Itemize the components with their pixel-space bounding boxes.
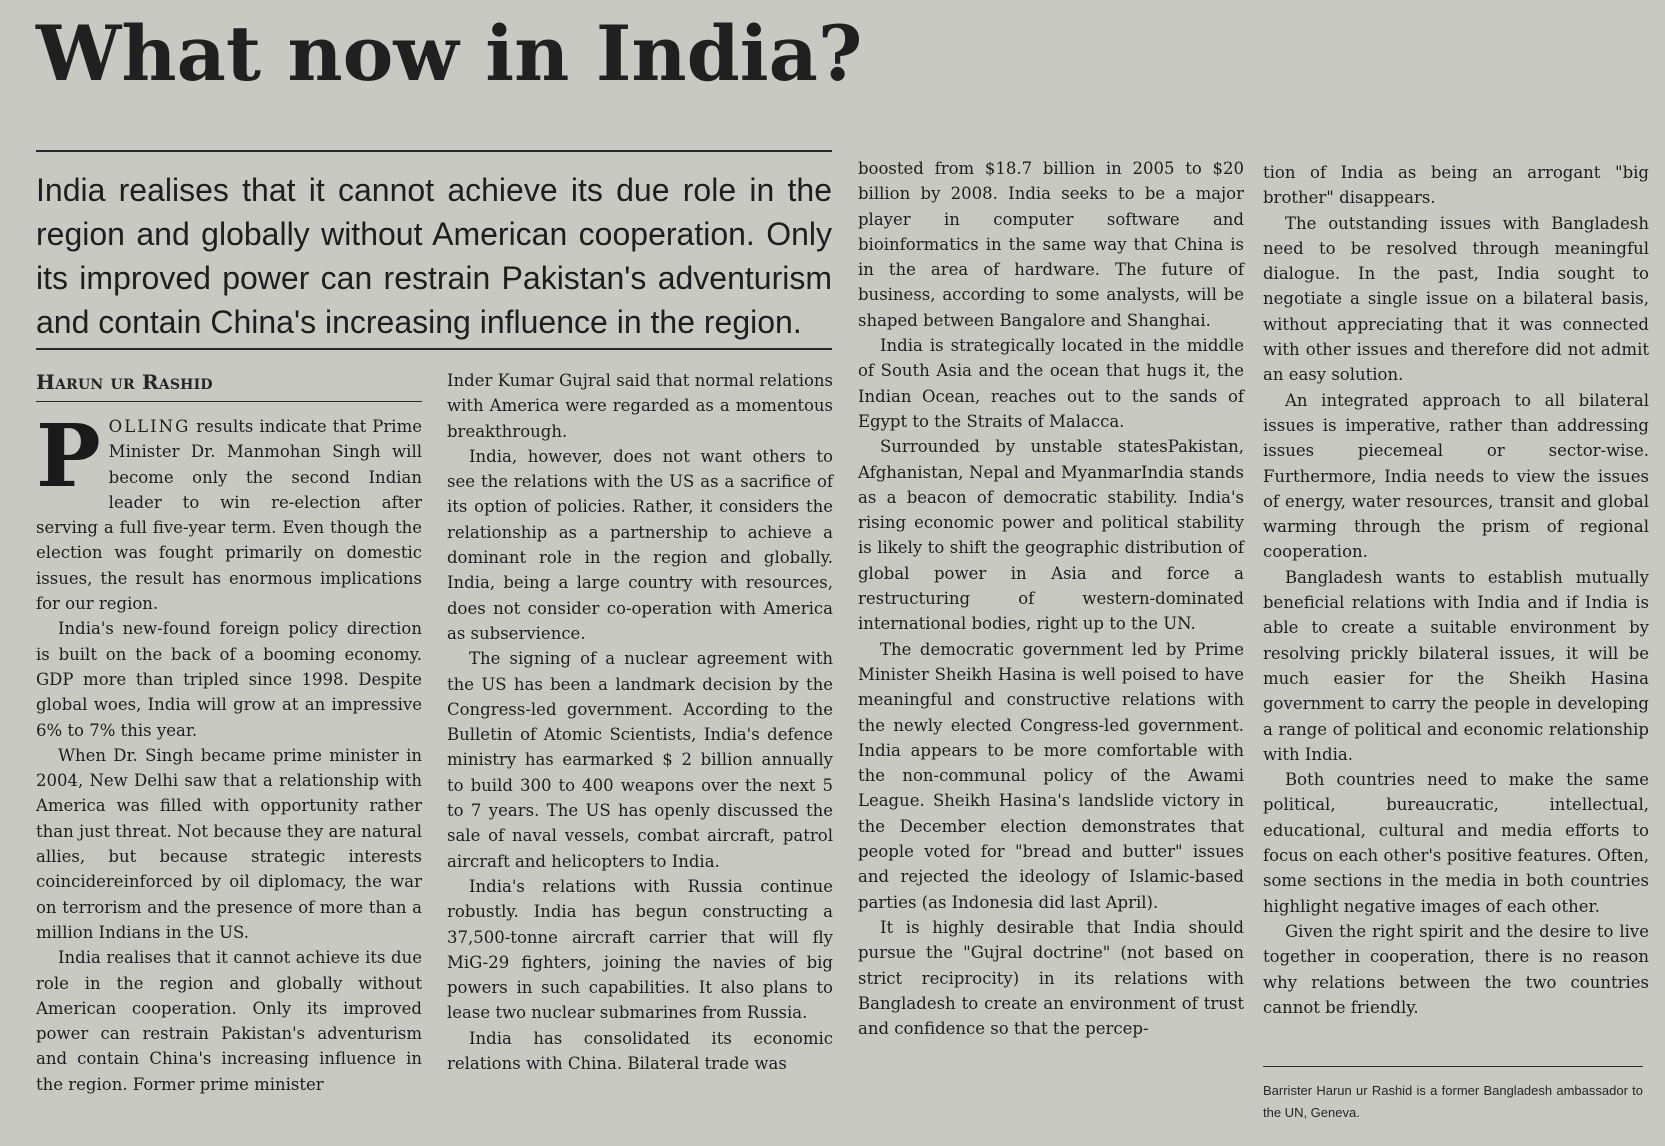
article-deck: India realises that it cannot achieve its due role in the region and globally without American cooperation. Only its improved power can restrain Pakistan's adventurism and contain China's increasing influence in the region. bbox=[36, 172, 832, 340]
article-column-1 bbox=[36, 406, 422, 1097]
paragraph: India's relations with Russia continue robustly. India has begun constructing a 37,500-tonne aircraft carrier that will fly MiG-29 fighters, joining the navies of big powers in such capabilities. It also plans to lease two nuclear submarines from Russia. bbox=[447, 876, 833, 1023]
article-column-2 bbox=[447, 368, 833, 1076]
article-column-3 bbox=[858, 156, 1244, 1041]
paragraph: Given the right spirit and the desire to live together in cooperation, there is no reason why relations between the two countries cannot be friendly. bbox=[1263, 921, 1649, 1017]
paragraph: Inder Kumar Gujral said that normal relations with America were regarded as a momentous breakthrough. bbox=[447, 371, 833, 441]
paragraph: Both countries need to make the same political, bureaucratic, intellectual, educational, cultural and media efforts to focus on each other's positive features. Often, some sections in the media in both countries highlight negative images of each other. bbox=[1263, 770, 1649, 916]
paragraph: India's new-found foreign policy direction is built on the back of a booming economy. GDP more than tripled since 1998. Despite global woes, India will grow at an impressive 6% to 7% this year. bbox=[36, 619, 422, 740]
paragraph: India, however, does not want others to see the relations with the US as a sacrifice of its option of policies. Rather, it considers the relationship as a partnership to achieve a dominant role in the region and globally. India, being a large country with resources, does not consider co-operation with America as subservience. bbox=[447, 446, 833, 643]
paragraph: Bangladesh wants to establish mutually beneficial relations with India and if India is able to create a suitable environment by resolving prickly bilateral issues, it will be much easier for the Sheikh Hasina government to carry the people in developing a range of political and economic relationship with India. bbox=[1263, 567, 1649, 764]
author-footnote: Barrister Harun ur Rashid is a former Bangladesh ambassador to the UN, Geneva. bbox=[1263, 1083, 1643, 1120]
drop-cap: P bbox=[36, 406, 101, 507]
paragraph: The outstanding issues with Bangladesh need to be resolved through meaningful dialogue. In the past, India sought to negotiate a single issue on a bilateral basis, without appreciating that it was connected with other issues and therefore did not admit an easy solution. bbox=[1263, 213, 1649, 385]
lead-caps: OLLING bbox=[108, 417, 191, 436]
article-byline: Harun ur Rashid bbox=[36, 370, 213, 394]
paragraph: tion of India as being an arrogant "big brother" disappears. bbox=[1263, 163, 1649, 208]
paragraph: Surrounded by unstable statesPakistan, Afghanistan, Nepal and MyanmarIndia stands as a beacon of democratic stability. India's rising economic power and political stability is likely to shift the geographic distribution of global power in Asia and force a restructuring of western-dominated international bodies, right up to the UN. bbox=[858, 437, 1244, 634]
byline-rule bbox=[36, 401, 422, 402]
deck-bottom-rule bbox=[36, 348, 832, 350]
article-headline: What now in India? bbox=[36, 9, 863, 98]
paragraph-text: results indicate that Prime Minister Dr. Manmohan Singh will become only the second Indian leader to win re-election after serving a full five-year term. Even though the election was fought primarily on domestic issues, the result has enormous implications for our region. bbox=[36, 417, 422, 614]
paragraph: boosted from $18.7 billion in 2005 to $20 billion by 2008. India seeks to be a major player in computer software and bioinformatics in the same way that China is in the area of hardware. The future of business, according to some analysts, will be shaped between Bangalore and Shanghai. bbox=[858, 159, 1244, 330]
paragraph: It is highly desirable that India should pursue the "Gujral doctrine" (not based on strict reciprocity) in its relations with Bangladesh to create an environment of trust and confidence so that the percep- bbox=[858, 917, 1244, 1039]
article-column-4 bbox=[1263, 160, 1649, 1020]
paragraph: An integrated approach to all bilateral issues is imperative, rather than addressing issues piecemeal or sector-wise. Furthermore, India needs to view the issues of energy, water resources, transit and global warming through the prism of regional cooperation. bbox=[1263, 390, 1649, 562]
footnote-rule bbox=[1263, 1066, 1643, 1067]
paragraph: India is strategically located in the middle of South Asia and the ocean that hugs it, the Indian Ocean, reaches out to the sands of Egypt to the Straits of Malacca. bbox=[858, 336, 1244, 431]
paragraph: India has consolidated its economic relations with China. Bilateral trade was bbox=[447, 1028, 833, 1074]
paragraph: India realises that it cannot achieve its due role in the region and globally without American cooperation. Only its improved power can restrain Pakistan's adventurism and contain China's increasing influence in the region. Former prime minister bbox=[36, 948, 422, 1094]
paragraph: The democratic government led by Prime Minister Sheikh Hasina is well poised to have meaningful and constructive relations with the newly elected Congress-led government. India appears to be more comfortable with the non-communal policy of the Awami League. Sheikh Hasina's landslide victory in the December election demonstrates that people voted for "bread and butter" issues and rejected the ideology of Islamic-based parties (as Indonesia did last April). bbox=[858, 639, 1244, 912]
deck-top-rule bbox=[36, 150, 832, 152]
lead-paragraph bbox=[36, 406, 422, 616]
paragraph: The signing of a nuclear agreement with the US has been a landmark decision by the Congress-led government. According to the Bulletin of Atomic Scientists, India's defence ministry has earmarked $ 2 billion annually to build 300 to 400 weapons over the next 5 to 7 years. The US has openly discussed the sale of naval vessels, combat aircraft, patrol aircraft and helicopters to India. bbox=[447, 649, 833, 871]
paragraph: When Dr. Singh became prime minister in 2004, New Delhi saw that a relationship with America was filled with opportunity rather than just threat. Not because they are natural allies, but because strategic interests coincidereinforced by oil diplomacy, the war on terrorism and the presence of more than a million Indians in the US. bbox=[36, 745, 422, 942]
